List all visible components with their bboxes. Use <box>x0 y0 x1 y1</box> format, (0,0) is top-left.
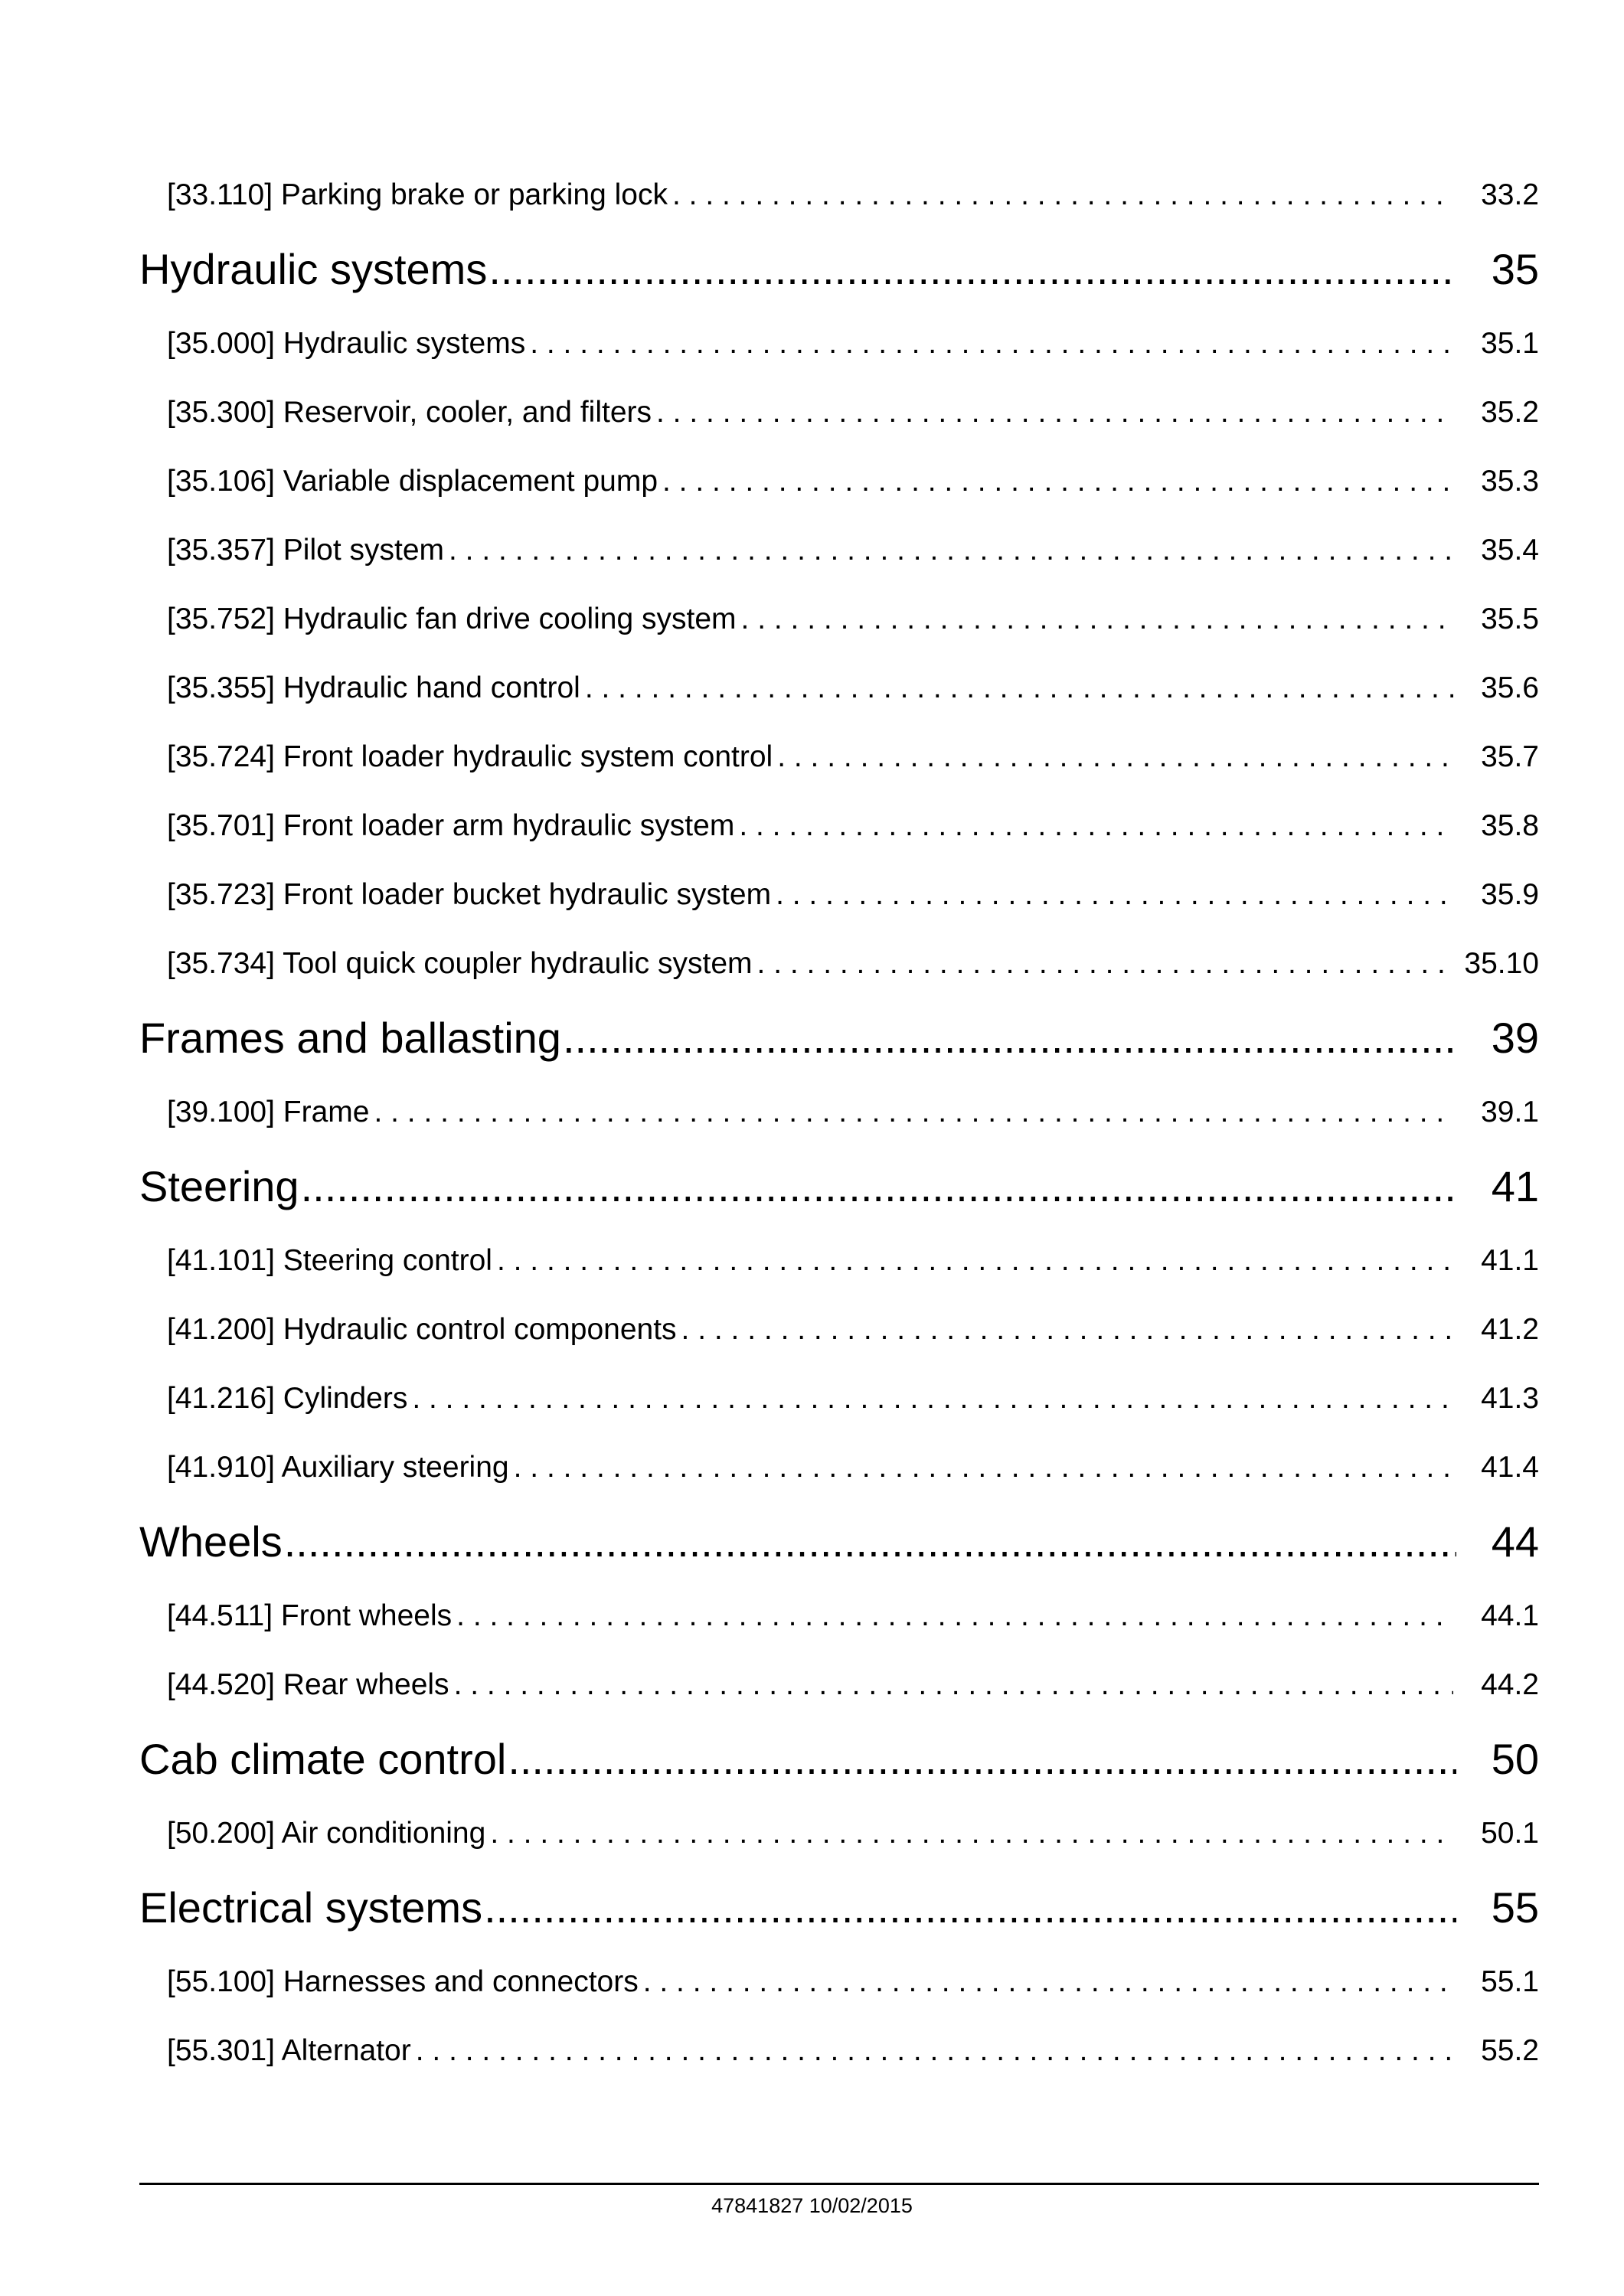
toc-section-page: 55 <box>1491 1883 1539 1932</box>
toc-section-title: Electrical systems <box>139 1883 483 1932</box>
toc-entry-35-106[interactable] <box>139 459 1539 527</box>
toc-section-wheels[interactable] <box>139 1514 1539 1593</box>
toc-entry-35-300[interactable] <box>139 390 1539 459</box>
toc-entry-50-200[interactable] <box>139 1811 1539 1880</box>
toc-entry-35-752[interactable] <box>139 596 1539 665</box>
toc-entry-page: 55.1 <box>1481 1965 1539 1998</box>
toc-entry-page: 39.1 <box>1481 1096 1539 1128</box>
toc-entry-page: 55.2 <box>1481 2034 1539 2067</box>
toc-section-title: Cab climate control <box>139 1735 507 1783</box>
dot-leader <box>656 390 1453 436</box>
dot-leader <box>301 1158 1456 1215</box>
toc-entry-35-355[interactable] <box>139 665 1539 734</box>
footer-document-id: 47841827 10/02/2015 <box>711 2194 913 2217</box>
toc-entry-page: 50.1 <box>1481 1817 1539 1850</box>
toc-entry-44-511[interactable] <box>139 1593 1539 1662</box>
toc-section-title: Frames and ballasting <box>139 1014 561 1062</box>
toc-entry-title: [35.357] Pilot system <box>167 534 445 567</box>
toc-entry-title: [35.355] Hydraulic hand control <box>167 671 580 704</box>
dot-leader <box>757 941 1453 987</box>
dot-leader <box>497 1238 1453 1284</box>
toc-entry-41-216[interactable] <box>139 1376 1539 1445</box>
dot-leader <box>643 1959 1453 2005</box>
toc-entry-55-301[interactable] <box>139 2028 1539 2097</box>
dot-leader <box>508 1731 1456 1788</box>
toc-entry-title: [35.723] Front loader bucket hydraulic system <box>167 878 772 911</box>
toc-entry-title: [41.101] Steering control <box>167 1244 492 1277</box>
toc-section-title: Wheels <box>139 1517 283 1566</box>
toc-entry-page: 35.8 <box>1481 809 1539 842</box>
toc-entry-page: 41.4 <box>1481 1451 1539 1484</box>
toc-entry-41-200[interactable] <box>139 1307 1539 1376</box>
toc-entry-page: 41.1 <box>1481 1244 1539 1277</box>
dot-leader <box>490 1811 1453 1857</box>
dot-leader <box>284 1514 1456 1570</box>
toc-entry-title: [41.200] Hydraulic control components <box>167 1313 677 1346</box>
toc-entry-35-701[interactable] <box>139 803 1539 872</box>
toc-entry-page: 35.6 <box>1481 671 1539 704</box>
dot-leader <box>416 2028 1453 2074</box>
dot-leader <box>777 734 1453 780</box>
toc-section-title: Hydraulic systems <box>139 245 488 293</box>
toc-entry-page: 35.1 <box>1481 327 1539 360</box>
toc-entry-page: 41.2 <box>1481 1313 1539 1346</box>
toc-entry-title: [35.701] Front loader arm hydraulic system <box>167 809 735 842</box>
footer-divider <box>139 2183 1539 2185</box>
dot-leader <box>454 1662 1453 1708</box>
dot-leader <box>514 1445 1453 1491</box>
toc-entry-title: [44.511] Front wheels <box>167 1599 453 1632</box>
toc-entry-title: [33.110] Parking brake or parking lock <box>167 178 668 211</box>
toc-entry-title: [41.216] Cylinders <box>167 1382 408 1415</box>
toc-entry-page: 35.3 <box>1481 465 1539 498</box>
toc-entry-35-724[interactable] <box>139 734 1539 803</box>
toc-section-page: 50 <box>1491 1735 1539 1783</box>
toc-entry-title: [35.724] Front loader hydraulic system control <box>167 740 773 773</box>
toc-section-page: 35 <box>1491 245 1539 293</box>
toc-entry-title: [35.752] Hydraulic fan drive cooling system <box>167 603 737 635</box>
toc-entry-35-734[interactable] <box>139 941 1539 1010</box>
dot-leader <box>741 596 1453 642</box>
toc-entry-page: 35.5 <box>1481 603 1539 635</box>
toc-entry-35-357[interactable] <box>139 527 1539 596</box>
toc-entry-35-000[interactable] <box>139 321 1539 390</box>
toc-section-frames-and-ballasting[interactable] <box>139 1010 1539 1089</box>
toc-entry-page: 35.2 <box>1481 396 1539 429</box>
toc-entry-55-100[interactable] <box>139 1959 1539 2028</box>
toc-entry-page: 35.9 <box>1481 878 1539 911</box>
dot-leader <box>563 1010 1456 1066</box>
toc-entry-title: [35.300] Reservoir, cooler, and filters <box>167 396 652 429</box>
dot-leader <box>374 1089 1453 1135</box>
dot-leader <box>672 172 1453 218</box>
toc-entry-44-520[interactable] <box>139 1662 1539 1731</box>
toc-entry-33-110[interactable] <box>139 172 1539 241</box>
toc-entry-title: [41.910] Auxiliary steering <box>167 1451 509 1484</box>
dot-leader <box>776 872 1453 918</box>
toc-entry-title: [55.100] Harnesses and connectors <box>167 1965 639 1998</box>
dot-leader <box>456 1593 1453 1639</box>
toc-entry-title: [39.100] Frame <box>167 1096 370 1128</box>
toc-entry-title: [55.301] Alternator <box>167 2034 411 2067</box>
toc-entry-page: 33.2 <box>1481 178 1539 211</box>
toc-entry-title: [35.106] Variable displacement pump <box>167 465 658 498</box>
toc-section-page: 39 <box>1491 1014 1539 1062</box>
toc-entry-41-101[interactable] <box>139 1238 1539 1307</box>
toc-entry-page: 35.4 <box>1481 534 1539 567</box>
table-of-contents <box>139 172 1539 2097</box>
toc-entry-35-723[interactable] <box>139 872 1539 941</box>
toc-section-title: Steering <box>139 1162 299 1210</box>
toc-section-electrical-systems[interactable] <box>139 1880 1539 1959</box>
toc-entry-page: 44.1 <box>1481 1599 1539 1632</box>
toc-entry-title: [35.000] Hydraulic systems <box>167 327 526 360</box>
toc-entry-title: [50.200] Air conditioning <box>167 1817 486 1850</box>
dot-leader <box>681 1307 1453 1353</box>
dot-leader <box>530 321 1453 367</box>
dot-leader <box>449 527 1453 573</box>
toc-entry-title: [35.734] Tool quick coupler hydraulic system <box>167 947 753 980</box>
toc-section-page: 41 <box>1491 1162 1539 1210</box>
toc-entry-page: 44.2 <box>1481 1668 1539 1701</box>
toc-entry-39-100[interactable] <box>139 1089 1539 1158</box>
dot-leader <box>484 1880 1456 1936</box>
toc-entry-page: 35.7 <box>1481 740 1539 773</box>
dot-leader <box>489 241 1456 298</box>
toc-section-hydraulic-systems[interactable] <box>139 241 1539 321</box>
dot-leader <box>662 459 1453 505</box>
dot-leader <box>739 803 1453 849</box>
toc-entry-41-910[interactable] <box>139 1445 1539 1514</box>
dot-leader <box>412 1376 1453 1422</box>
toc-entry-title: [44.520] Rear wheels <box>167 1668 449 1701</box>
toc-section-cab-climate-control[interactable] <box>139 1731 1539 1811</box>
toc-entry-page: 35.10 <box>1464 947 1539 980</box>
toc-entry-page: 41.3 <box>1481 1382 1539 1415</box>
toc-section-page: 44 <box>1491 1517 1539 1566</box>
toc-section-steering[interactable] <box>139 1158 1539 1238</box>
dot-leader <box>585 665 1453 711</box>
